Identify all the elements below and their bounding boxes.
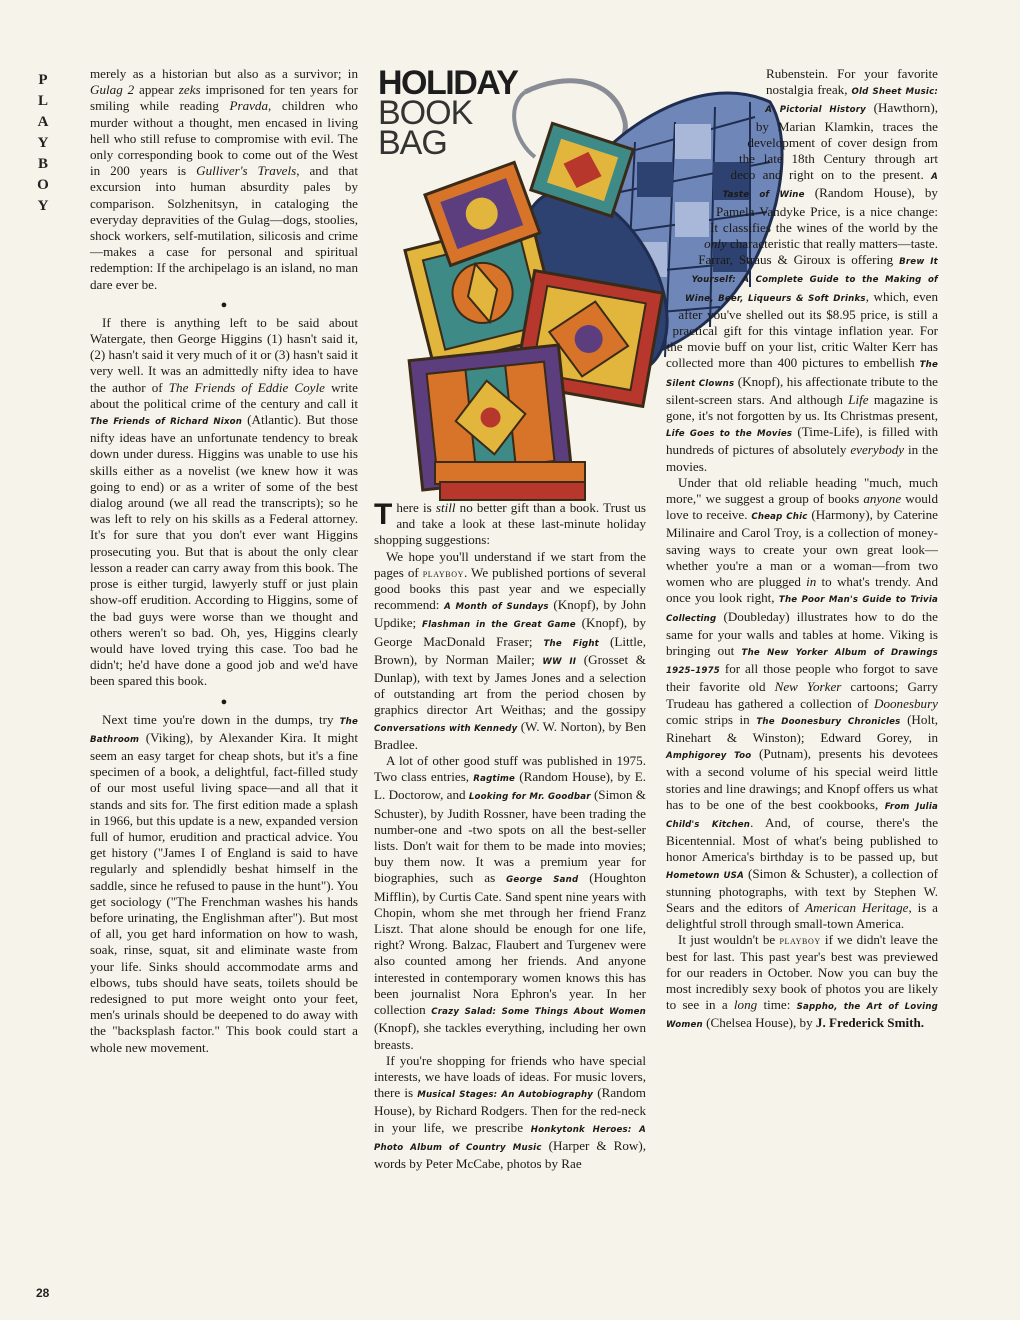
book-title: Flashman in the Great Game [422, 620, 576, 631]
drop-cap: T [374, 498, 393, 531]
book-title: The Poor Man's Guide to Trivia Collecting [666, 595, 938, 624]
book-title: Life Goes to the Movies [666, 429, 793, 440]
right-paragraph-3: It just wouldn't be playboy if we didn't leave the best for last. This past year's best was previewed for our readers in October. Now you can buy the most incredibly sexy book of photos you are likely to see in a long time: Sappho, the Art of Loving Women (Chelsea House), by J. Frederick Smith. [666, 932, 938, 1031]
book-title: The Friends of Eddie Coyle [168, 379, 325, 395]
left-column [90, 66, 358, 1056]
section-bullet: ● [220, 298, 228, 311]
headline-line-book: BOOK [378, 94, 473, 132]
book-title: Sappho, the Art of Loving Women [666, 1002, 938, 1031]
book-title: The Silent Clowns [666, 360, 938, 389]
book-title: The New Yorker Album of Drawings 1925–1975 [666, 647, 938, 677]
book-title: George Sand [506, 875, 579, 886]
book-title: Cheap Chic [751, 512, 808, 523]
right-column [666, 66, 938, 1034]
book-title: A Taste of Wine [722, 172, 938, 201]
book-title: A Month of Sundays [444, 602, 549, 613]
book-title: The Fight [543, 638, 599, 649]
middle-paragraph-1: There is still no better gift than a book. Trust us and take a look at these last-minute holiday shopping suggestions: [374, 498, 647, 548]
middle-paragraph-2: We hope you'll understand if we start from the pages of playboy. We published portions of several good books this past year and we especially recommend: A Month of Sundays (Knopf), by John Updike; Flashman in the Great Game (Knopf), by George MacDonald Fraser; The Fight (Little, Brown), by Norman Mailer; WW II (Grosset & Dunlap), with text by James Jones and a selection of outstanding art from the period chosen by graphics director Art Weithas; and the gossipy Conversations with Kennedy (W. W. Norton), by Ben Bradlee. [374, 548, 647, 752]
left-paragraph-1: merely as a historian but also as a survivor; in Gulag 2 appear zeks imprisoned for ten years for smiling while reading Pravda, children who murder without a thought, men encased in living hell who still refuse to compromise with evil. The only corresponding book to come out of the West in 200 years is Gulliver's Travels, and that excursion into human absurdity pales by comparison. Solzhenitsyn, in cataloging the everyday depravities of the Gulag—dogs, stoolies, shock workers, self-mutilation, silicosis and crime—makes a case for personal and spiritual redemption: If the archipelago is an island, no man dare ever be. [90, 66, 358, 292]
book-title: Conversations with Kennedy [374, 723, 518, 734]
side-logo-letter: L [37, 93, 48, 109]
right-paragraph-2: Under that old reliable heading "much, much more," we suggest a group of books anyone would love to receive. Cheap Chic (Harmony), by Caterine Milinaire and Carol Troy, is a collection of money-saving ways to create your own great look—whether you're a man or a woman—from two women who are plugged in to what's trendy. And once you look right, The Poor Man's Guide to Trivia Collecting (Doubleday) illustrates how to do the same for your walls and tables at home. Viking is bringing out The New Yorker Album of Drawings 1925–1975 for all those people who forgot to save their favorite old New Yorker cartoons; Garry Trudeau has gathered a collection of Doonesbury comic strips in The Doonesbury Chronicles (Holt, Rinehart & Winston); Edward Gorey, in Amphigorey Too (Putnam), presents his devotees with a second volume of his special weird little stories and line drawings; and Knopf offers us what has to be one of the best cookbooks, From Julia Child's Kitchen. And, of course, there's the Bicentennial. Most of what's being published to honor America's birthday is to be passed up, but Hometown USA (Simon & Schuster), a collection of stunning photographs, with text by Stephen W. Sears and the editors of American Heritage, is a delightful stroll through small-town America. [666, 474, 939, 932]
middle-paragraph-4: If you're shopping for friends who have special interests, we have loads of ideas. For music lovers, there is Musical Stages: An Autobiography (Random House), by Richard Rodgers. Then for the red-neck in your life, we prescribe Honkytonk Heroes: A Photo Album of Country Music (Harper & Row), words by Peter McCabe, photos by Rae [374, 1052, 646, 1171]
middle-paragraph-3: A lot of other good stuff was published in 1975. Two class entries, Ragtime (Random House), by E. L. Doctorow, and Looking for Mr. Goodbar (Simon & Schuster), by Judith Rossner, have been trading the number-one and -two spots on all the best-seller lists. Don't wait for them to be made into movies; buy them now. It was a premium year for biographies, such as George Sand (Houghton Mifflin), by Curtis Cate. Sand spent nine years with Chopin, whom she met through her friend Franz Liszt. That alone should be enough for one life, right? Wrong. Balzac, Flaubert and Turgenev were also counted among her friends. And anyone interested in contemporary women knows this has been journalist Nora Ephron's year. In her collection Crazy Salad: Some Things About Women (Knopf), she tackles everything, including her own breasts. [374, 753, 646, 1052]
headline-line-holiday: HOLIDAY [378, 64, 518, 102]
book-title: Brew It Yourself: A Complete Guide to the Making of Wine, Beer, Liqueurs & Soft Drinks [685, 257, 938, 304]
left-paragraph-2: If there is anything left to be said about Watergate, then George Higgins (1) hasn't said it, (2) hasn't said it very much of it or (3) hasn't said it very well. It was an admittedly nifty idea to have the author of The Friends of Eddie Coyle write about the political crime of the century and call it The Friends of Richard Nixon (Atlantic). But those nifty ideas have an unfortunate tendency to break down under duress. Higgins was unable to use his skills either as a novelist (we knew how it was going to end) or as a writer of some of the best dialog around (we all read the transcripts); so he was left to rely on his skills as a Federal attorney. It's for sure that you don't ever want Higgins prosecuting you. But that is about the only clear lesson a reader can carry away from this book. The prose is either turgid, lawyerly stuff or just plain show-off erudition. According to Higgins, some of the bad guys were worse than we thought and others weren't so bad. Oh, yes, Higgins clearly would have loved trying this case. Too bad he didn't; he'd have done a good job and we'd have been spared this book. [90, 314, 358, 689]
page-number: 28 [36, 1286, 50, 1300]
book-title: WW II [542, 656, 577, 667]
book-title: Ragtime [473, 774, 516, 785]
book-title: Honkytonk Heroes: A Photo Album of Country Music [374, 1124, 646, 1153]
side-logo-letter: P [38, 72, 48, 88]
middle-column [374, 500, 646, 1172]
book-title: The Doonesbury Chronicles [756, 716, 901, 727]
book-title: The Friends of Richard Nixon [90, 417, 243, 428]
book-title: Hometown USA [666, 870, 744, 881]
headline-line-bag: BAG [378, 124, 447, 162]
side-logo-letter: B [37, 156, 48, 172]
side-magazine-logo [32, 70, 54, 217]
side-logo-letter: Y [37, 135, 49, 151]
book-title: Old Sheet Music: A Pictorial History [765, 87, 938, 116]
right-paragraph-1: Rubenstein. For your favorite nostalgia freak, Old Sheet Music: A Pictorial History (Hawthorn), by Marian Klamkin, traces the development of cover design from the late 18th Century through art deco and right on to the present. A Taste of Wine (Random House), by Pamela Vandyke Price, is a nice change: It classifies the wines of the world by the only characteristic that really matters—taste. Farrar, Straus & Giroux is offering Brew It Yourself: A Complete Guide to the Making of Wine, Beer, Liqueurs & Soft Drinks, which, even after you've shelled out its $8.95 price, is still a practical gift for this vintage inflation year. For the movie buff on your list, critic Walter Kerr has collected more than 400 pictures to embellish The Silent Clowns (Knopf), his affectionate tribute to the silent-screen stars. And although Life magazine is gone, it's not forgotten by us. Its Christmas present, Life Goes to the Movies (Time-Life), is filled with hundreds of pictures of absolutely everybody in the movies. [666, 66, 939, 474]
book-title: From Julia Child's Kitchen [666, 801, 938, 830]
left-paragraph-3: Next time you're down in the dumps, try The Bathroom (Viking), by Alexander Kira. It might seem an easy target for cheap shots, but it's a fine specimen of a book, a delightful, fact-filled study of our most useful living space—and all that it stands and sits for. The first edition made a splash in 1966, but this update is a new, expanded version full of humor, erudition and practical advice. You get history ("James I of England is said to have regularly and splendidly beshat himself in the saddle, since he refused to pause in the hunt"). You get sociology ("The Frenchman washes his hands before urinating, the Englishman after"). But most of all, you get hard information on how to wash, soak, rinse, squat, sit and eliminate waste from your life. Sinks should accommodate arms and elbows, tubs should have seats, toilets should be redesigned to put more weight onto your feet, men's urinals should be deepened to do away with the "backsplash factor." This book could start a whole new movement. [90, 711, 358, 1055]
side-logo-letter: O [37, 177, 49, 193]
book-title: Musical Stages: An Autobiography [417, 1090, 594, 1101]
book-title: Amphigorey Too [666, 751, 752, 762]
article-headline [378, 64, 518, 162]
book-title: The Bathroom [90, 716, 358, 745]
side-logo-letter: A [37, 114, 49, 130]
book-title: Looking for Mr. Goodbar [468, 792, 591, 803]
section-bullet: ● [220, 695, 228, 708]
book-title: Crazy Salad: Some Things About Women [431, 1007, 646, 1018]
side-logo-letter: Y [37, 198, 49, 214]
